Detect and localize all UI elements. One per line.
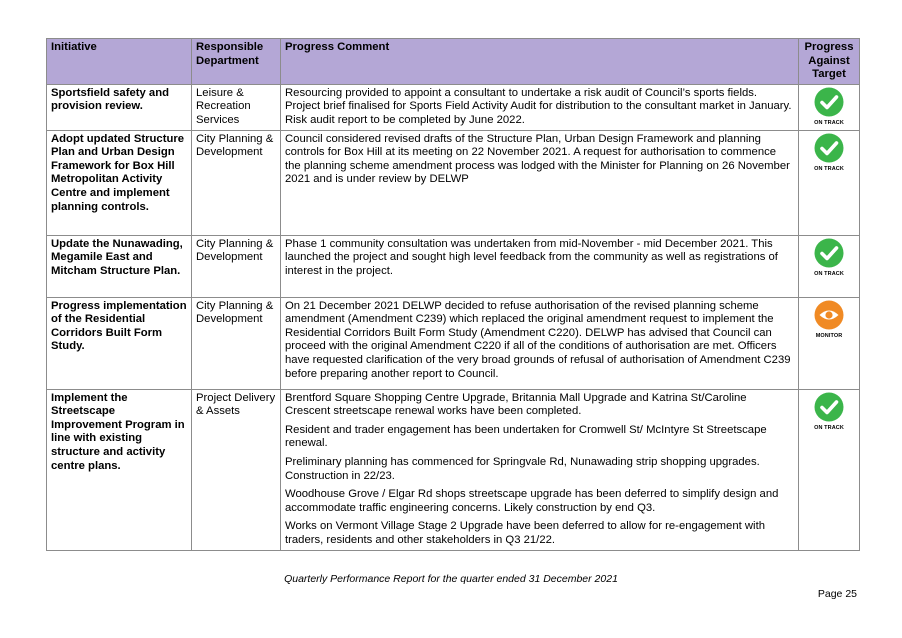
- report-footer: Quarterly Performance Report for the quarter ended 31 December 2021: [284, 573, 618, 585]
- status-label: ON TRACK: [814, 165, 844, 172]
- department-cell: City Planning & Development: [192, 235, 281, 297]
- status-label: ON TRACK: [814, 270, 844, 277]
- comment-paragraph: Resident and trader engagement has been undertaken for Cromwell St/ McIntyre St Streetscape renewal.: [285, 423, 767, 450]
- status-cell: [799, 297, 860, 389]
- comment-paragraph: Brentford Square Shopping Centre Upgrade, Britannia Mall Upgrade and Katrina St/Caroline Crescent streetscape renewal works have been completed.: [285, 391, 747, 418]
- initiative-cell: Sportsfield safety and provision review.: [47, 84, 192, 130]
- status-cell: [799, 389, 860, 550]
- status-badge: [814, 300, 844, 340]
- department-cell: City Planning & Development: [192, 297, 281, 389]
- check-icon: [814, 133, 844, 163]
- header-department: Responsible Department: [192, 39, 281, 85]
- status-label: ON TRACK: [814, 119, 844, 126]
- table-row: [47, 297, 860, 389]
- comment-paragraph: Works on Vermont Village Stage 2 Upgrade have been deferred to allow for re-engagement with traders, residents and other stakeholders in Q3 21/22.: [285, 520, 765, 546]
- comment-paragraph: Preliminary planning has commenced for Springvale Rd, Nunawading strip shopping upgrades. Construction in 22/23.: [285, 455, 760, 482]
- check-icon: [814, 392, 844, 422]
- table-body: [47, 84, 860, 550]
- status-badge: [814, 238, 844, 278]
- header-comment: Progress Comment: [281, 39, 799, 85]
- table-header-row: [47, 39, 860, 85]
- comment-cell: [281, 297, 799, 389]
- status-badge: [814, 392, 844, 432]
- header-progress: Progress Against Target: [799, 39, 860, 85]
- comment-paragraph: Woodhouse Grove / Elgar Rd shops streetscape upgrade has been deferred to simplify design and accommodate traffic engineering concerns. Likely construction by end Q3.: [285, 488, 779, 514]
- initiative-cell: Adopt updated Structure Plan and Urban Design Framework for Box Hill Metropolitan Activity Centre and implement planning controls.: [47, 130, 192, 235]
- initiative-cell: Update the Nunawading, Megamile East and Mitcham Structure Plan.: [47, 235, 192, 297]
- status-cell: [799, 84, 860, 130]
- table-row: [47, 130, 860, 235]
- comment-paragraph: Phase 1 community consultation was undertaken from mid-November - mid December 2021. This launched the project and sought high level feedback from the community as well as registrations of interest in the project.: [285, 237, 778, 277]
- table-row: [47, 235, 860, 297]
- status-cell: [799, 235, 860, 297]
- status-badge: [814, 133, 844, 173]
- department-cell: City Planning & Development: [192, 130, 281, 235]
- table-row: [47, 389, 860, 550]
- comment-cell: [281, 235, 799, 297]
- progress-table: [46, 38, 860, 551]
- table-row: [47, 84, 860, 130]
- comment-paragraph: On 21 December 2021 DELWP decided to refuse authorisation of the revised planning scheme amendment (Amendment C239) which replaced the original amendment request to implement the Residential Corridors Built Form Study (Amendment C220). DELWP has advised that Council can proceed with the original Amendment C220 if all of the conditions of authorisation are met. Officers have requested clarification of the very broad grounds of refusal of authorisation of Amendment C239 before preparing another report to Council.: [285, 299, 791, 380]
- comment-cell: [281, 389, 799, 550]
- comment-cell: [281, 84, 799, 130]
- status-cell: [799, 130, 860, 235]
- status-label: ON TRACK: [814, 424, 844, 431]
- initiative-cell: Implement the Streetscape Improvement Program in line with existing structure and activity centre plans.: [47, 389, 192, 550]
- status-badge: [814, 87, 844, 127]
- comment-paragraph: Resourcing provided to appoint a consultant to undertake a risk audit of Council’s sports fields. Project brief finalised for Sports Field Activity Audit for distribution to the consultant market in January. Risk audit report to be completed by June 2022.: [285, 86, 792, 126]
- department-cell: Leisure & Recreation Services: [192, 84, 281, 130]
- comment-paragraph: Council considered revised drafts of the Structure Plan, Urban Design Framework and planning controls for Box Hill at its meeting on 22 November 2021. A request for authorisation to commence the planning scheme amendment process was lodged with the Minister for Planning on 26 November 2021 and is under review by DELWP: [285, 132, 790, 186]
- comment-cell: [281, 130, 799, 235]
- status-label: MONITOR: [815, 332, 843, 339]
- page-number: Page 25: [817, 588, 857, 600]
- check-icon: [814, 238, 844, 268]
- department-cell: Project Delivery & Assets: [192, 389, 281, 550]
- header-initiative: Initiative: [47, 39, 192, 85]
- check-icon: [814, 87, 844, 117]
- initiative-cell: Progress implementation of the Residential Corridors Built Form Study.: [47, 297, 192, 389]
- eye-icon: [814, 300, 844, 330]
